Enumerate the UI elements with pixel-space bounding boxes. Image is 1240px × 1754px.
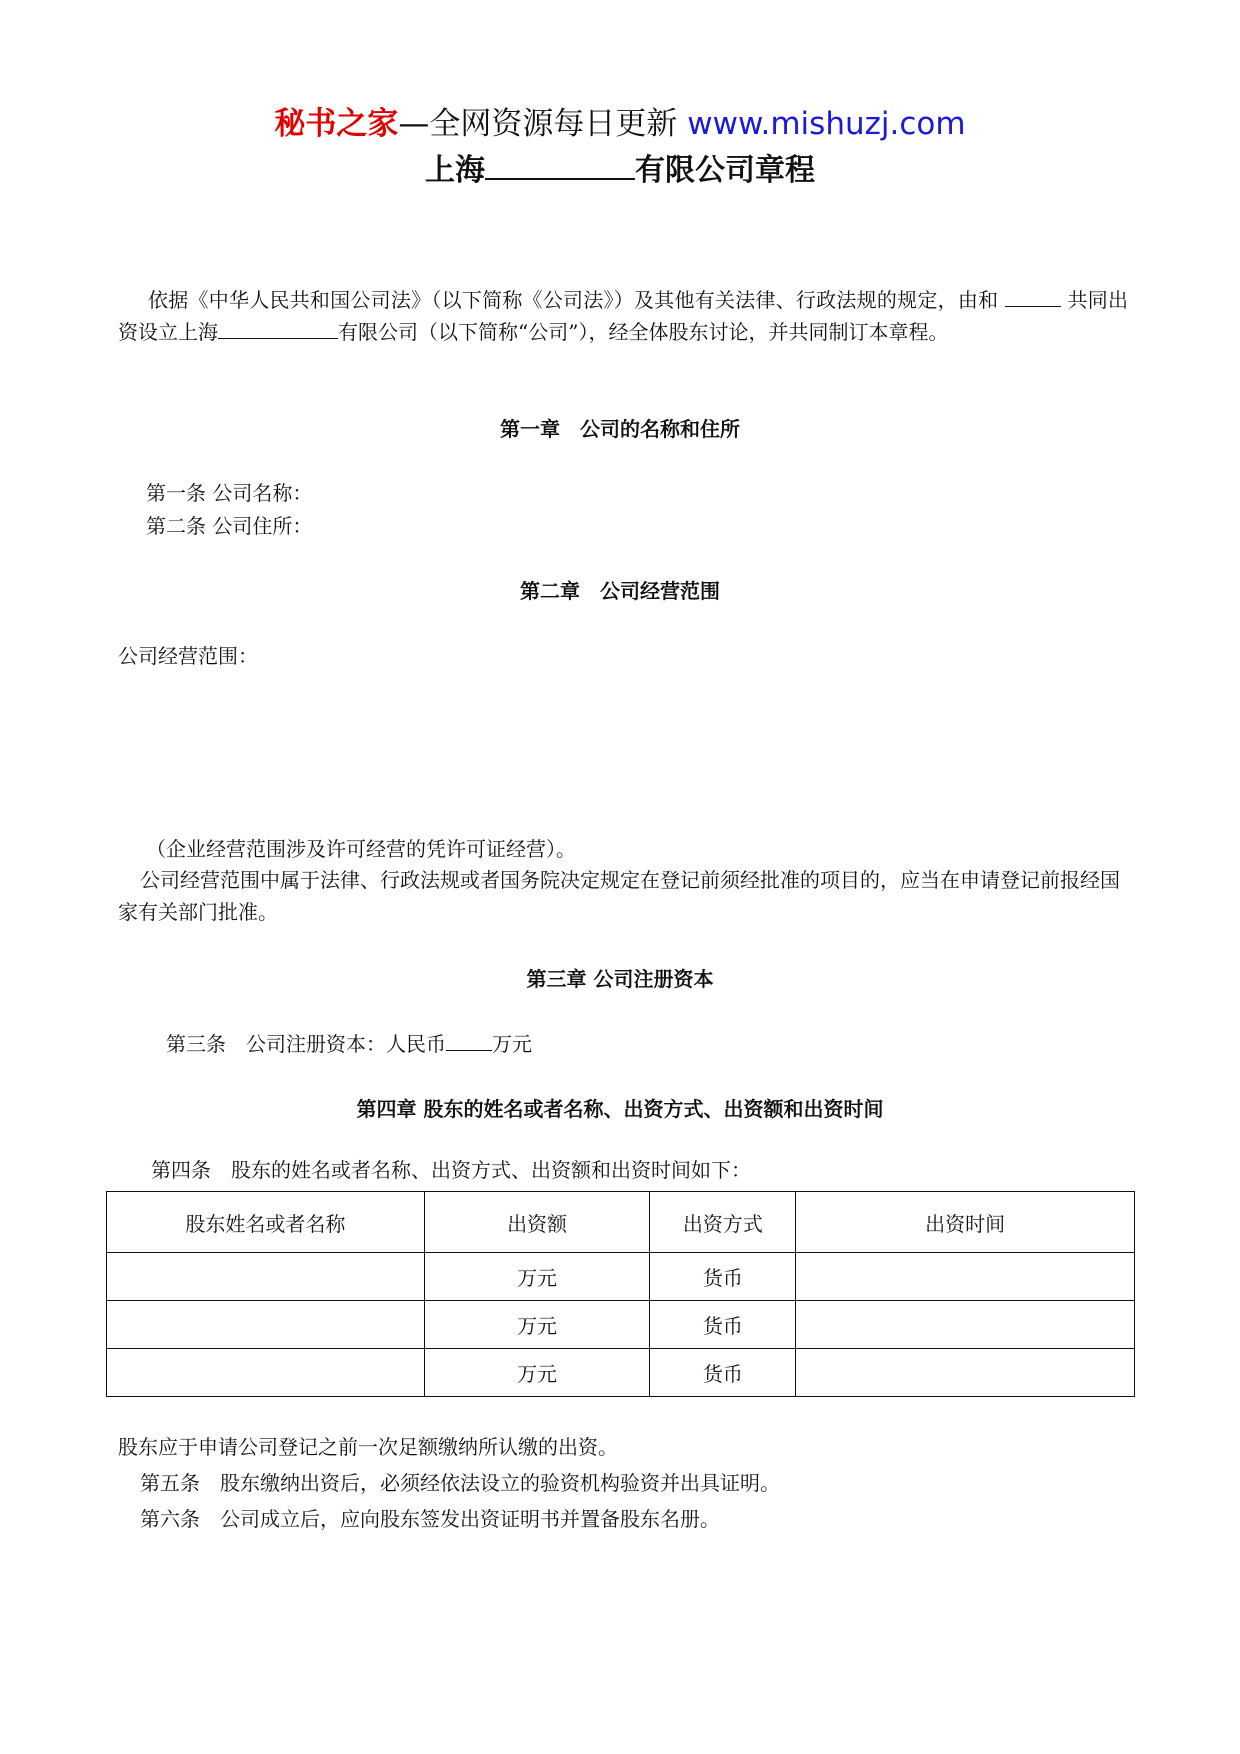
table-cell xyxy=(796,1349,1135,1397)
site-banner xyxy=(0,104,1240,144)
table-cell: 万元 xyxy=(424,1253,650,1301)
preamble-part3: 有限公司（以下简称“公司”），经全体股东讨论，并共同制订本章程。 xyxy=(338,320,949,344)
article-2: 第二条 公司住所： xyxy=(146,514,313,538)
business-scope-label: 公司经营范围： xyxy=(118,644,258,668)
company-name-blank xyxy=(218,318,338,339)
table-header-row xyxy=(107,1192,1135,1253)
article-3-suffix: 万元 xyxy=(492,1032,532,1056)
table-cell: 货币 xyxy=(650,1301,796,1349)
banner-url-link[interactable]: www.mishuzj.com xyxy=(687,106,966,142)
table-cell xyxy=(796,1301,1135,1349)
preamble-part1: 依据《中华人民共和国公司法》（以下简称《公司法》）及其他有关法律、行政法规的规定，由和 xyxy=(148,288,999,312)
payment-clause: 股东应于申请公司登记之前一次足额缴纳所认缴的出资。 xyxy=(118,1435,618,1459)
table-header: 出资方式 xyxy=(650,1192,796,1253)
table-cell: 货币 xyxy=(650,1253,796,1301)
table-row xyxy=(107,1253,1135,1301)
article-5: 第五条 股东缴纳出资后，必须经依法设立的验资机构验资并出具证明。 xyxy=(140,1471,780,1495)
chapter-1-heading: 第一章 公司的名称和住所 xyxy=(500,417,740,441)
table-cell xyxy=(107,1349,425,1397)
banner-dash: — xyxy=(398,106,430,142)
table-header: 出资额 xyxy=(424,1192,650,1253)
article-4: 第四条 股东的姓名或者名称、出资方式、出资额和出资时间如下： xyxy=(151,1158,751,1182)
business-scope-approval: 公司经营范围中属于法律、行政法规或者国务院决定规定在登记前须经批准的项目的，应当在申请登记前报经国家有关部门批准。 xyxy=(118,868,1120,924)
article-3 xyxy=(166,1029,532,1059)
document-title xyxy=(0,150,1240,191)
article-3-prefix: 第三条 公司注册资本：人民币 xyxy=(166,1032,446,1056)
banner-brand: 秘书之家 xyxy=(274,106,399,142)
preamble-part2: 共同出资设立上海 xyxy=(118,288,1129,344)
business-scope-note: （企业经营范围涉及许可经营的凭许可证经营）。 xyxy=(146,837,576,861)
table-header: 股东姓名或者名称 xyxy=(107,1192,425,1253)
article-1: 第一条 公司名称： xyxy=(146,481,313,505)
chapter-2-heading: 第二章 公司经营范围 xyxy=(520,579,720,603)
banner-tagline: 全网资源每日更新 xyxy=(429,106,678,142)
shareholder-blank xyxy=(1005,286,1061,307)
title-suffix: 有限公司章程 xyxy=(635,153,815,188)
preamble-paragraph xyxy=(118,284,1128,348)
table-row xyxy=(107,1349,1135,1397)
table-cell xyxy=(796,1253,1135,1301)
capital-amount-blank xyxy=(446,1030,492,1051)
shareholder-table xyxy=(106,1191,1135,1397)
table-row xyxy=(107,1301,1135,1349)
table-cell xyxy=(107,1301,425,1349)
title-company-blank xyxy=(485,150,635,180)
table-cell: 货币 xyxy=(650,1349,796,1397)
title-prefix: 上海 xyxy=(425,153,485,188)
table-cell xyxy=(107,1253,425,1301)
table-header: 出资时间 xyxy=(796,1192,1135,1253)
chapter-4-heading: 第四章 股东的姓名或者名称、出资方式、出资额和出资时间 xyxy=(356,1097,884,1121)
table-cell: 万元 xyxy=(424,1349,650,1397)
article-6: 第六条 公司成立后，应向股东签发出资证明书并置备股东名册。 xyxy=(140,1507,720,1531)
chapter-3-heading: 第三章 公司注册资本 xyxy=(526,967,714,991)
table-cell: 万元 xyxy=(424,1301,650,1349)
